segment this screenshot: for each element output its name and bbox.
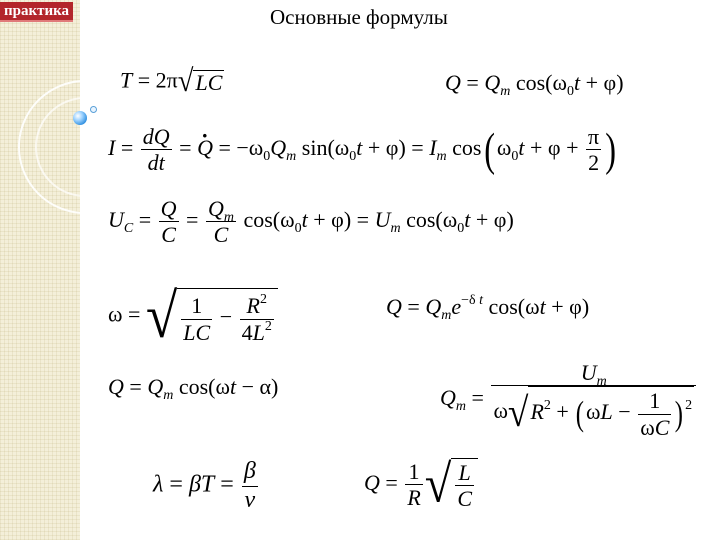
small-circle-icon (90, 106, 97, 113)
formula-quality: Q = $\frac{1}{R}$ √ $\frac{L}{C}$ (364, 458, 478, 512)
formula-damped-frequency: ω = √ $\frac{1}{LC}$ − $\frac{R^2}{4L^2}$ (108, 288, 278, 345)
formula-wavelength: λ = βT = $\frac{\beta}{\nu}$ (153, 458, 256, 513)
blue-ball-icon (73, 111, 87, 125)
section-badge: практика (0, 2, 73, 22)
formula-amplitude: $Q_m$ = $U_m$ $\omega√R^2 + (\omega L$ − $\frac{1}{\omega C}$ ) $^2$ (440, 360, 698, 440)
formula-forced-charge: $Q = Q_m$ cos(ωt − α) (108, 374, 279, 403)
formula-charge: $Q = Q_m$ $\cos(\omega_0t + \varphi)$ (445, 70, 624, 99)
formula-damped-charge: $Q = Q_me^{-\delta t}$ cos(ωt + φ) (386, 293, 590, 323)
formula-period: T = 2π√LC (120, 64, 223, 99)
formula-current: I = $\frac{dQ}{dt}$ = · $Q = -\omega_0Q_m$ $\sin(\omega_0t + \varphi) = I_m$ cos( $\omega_0t + \varphi$ + $\frac{\pi}{2}$ ) (108, 124, 619, 176)
formula-voltage: $U_C$ = $\frac{Q}{C}$ = $\frac{Q_m}{C}$ $\cos(\omega_0t + \varphi) = U_m$ $\cos(\omega_0t + \varphi)$ (108, 196, 514, 248)
decorative-sidebar (0, 0, 80, 540)
page-title: Основные формулы (270, 5, 448, 29)
